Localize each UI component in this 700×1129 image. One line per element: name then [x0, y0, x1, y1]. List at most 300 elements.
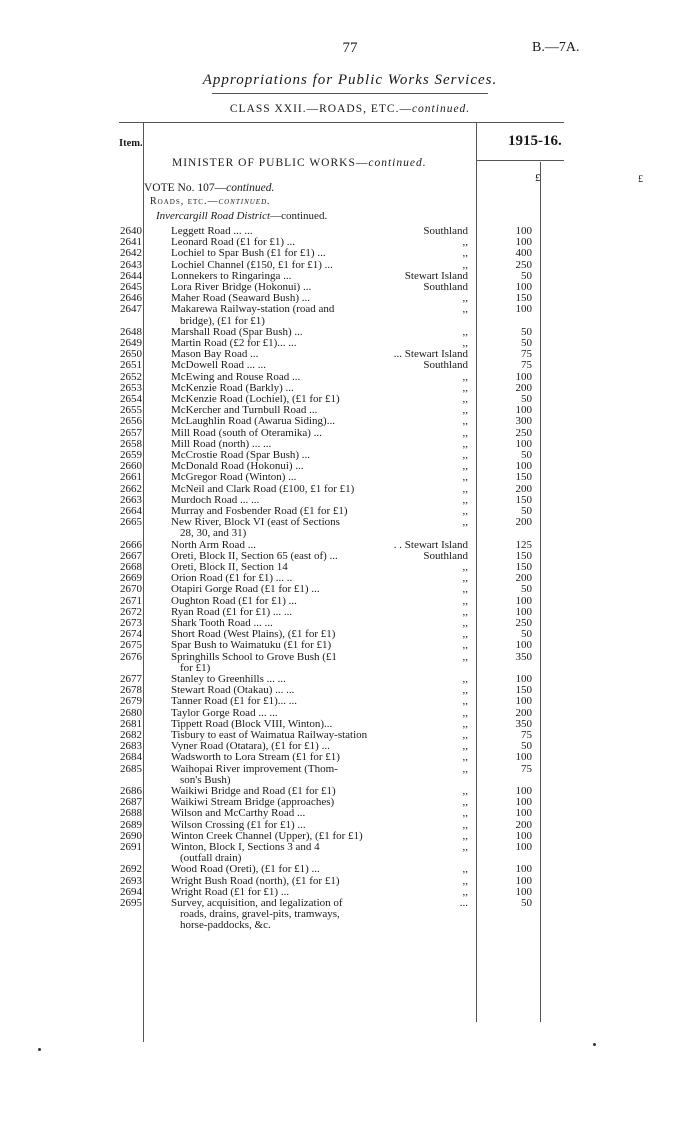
item-amount: 100: [515, 807, 532, 820]
item-amount: 150: [515, 561, 532, 573]
item-description-continuation: [0, 527, 700, 539]
page-speck-right: [593, 1043, 596, 1046]
item-amount: 400: [515, 247, 532, 260]
item-location: ,,: [462, 572, 468, 585]
item-location: ,,: [462, 381, 468, 394]
table-row: [0, 281, 700, 293]
item-number: 2663: [120, 493, 142, 506]
item-number: 2680: [120, 706, 142, 719]
item-amount: 100: [515, 796, 532, 809]
table-row: [0, 785, 700, 797]
item-amount: 50: [521, 337, 532, 349]
item-number: 2674: [120, 628, 142, 641]
item-description: Waihopai River improvement (Thom-: [171, 762, 338, 775]
table-row: [0, 483, 700, 495]
item-description-continuation: [0, 662, 700, 674]
item-description: Leggett Road ... ...: [171, 225, 253, 237]
item-number: 2684: [120, 751, 142, 764]
item-description-continuation: [0, 315, 700, 327]
table-row: [0, 628, 700, 640]
item-location: ,,: [462, 796, 468, 809]
item-description: Tanner Road (£1 for £1)... ...: [171, 695, 298, 708]
table-row: [0, 359, 700, 371]
item-number: 2660: [120, 460, 142, 473]
year-header-rule: [476, 160, 564, 161]
table-row: [0, 303, 700, 315]
item-location: ,,: [462, 863, 468, 876]
item-amount: 150: [515, 549, 532, 562]
item-number: 2653: [120, 381, 142, 394]
table-row: [0, 382, 700, 394]
item-number: 2687: [120, 796, 142, 809]
item-number: 2668: [120, 561, 142, 573]
item-amount: 100: [515, 673, 532, 685]
item-amount: 50: [521, 505, 532, 517]
item-amount: 50: [521, 583, 532, 596]
item-amount: 150: [515, 292, 532, 305]
item-location: ,,: [462, 516, 468, 529]
item-location: ,,: [462, 807, 468, 820]
item-number: 2666: [120, 538, 142, 551]
item-number: 2650: [120, 348, 142, 361]
table-row: [0, 292, 700, 304]
item-location: ,,: [462, 337, 468, 349]
year-column-header: 1915-16.: [508, 133, 562, 149]
item-location: ,,: [462, 684, 468, 697]
item-location: ,,: [462, 729, 468, 741]
item-number: 2656: [120, 415, 142, 428]
item-description: Survey, acquisition, and legalization of: [171, 897, 343, 909]
table-row: [0, 595, 700, 607]
item-number: 2661: [120, 471, 142, 484]
item-amount: 100: [515, 751, 532, 764]
currency-symbol-1: £: [535, 172, 541, 184]
item-number: 2648: [120, 325, 142, 338]
item-amount: 200: [515, 572, 532, 585]
item-amount: 200: [515, 482, 532, 495]
item-description: McKenzie Road (Barkly) ...: [171, 381, 294, 394]
item-description: Mill Road (north) ... ...: [171, 437, 272, 450]
item-amount: 50: [521, 449, 532, 461]
item-location: ,,: [462, 493, 468, 506]
item-number: 2675: [120, 639, 142, 652]
item-amount: 75: [521, 762, 532, 775]
page-title: Appropriations for Public Works Services.: [202, 72, 498, 88]
item-amount: 250: [515, 258, 532, 271]
item-location: ,,: [462, 885, 468, 898]
currency-symbol-2: £: [638, 174, 643, 185]
item-location: ,,: [462, 370, 468, 383]
item-location: ,,: [462, 303, 468, 316]
item-number: 2673: [120, 617, 142, 629]
item-number: 2690: [120, 829, 142, 842]
item-amount: 100: [515, 437, 532, 450]
item-location: ,,: [462, 437, 468, 450]
table-row: [0, 807, 700, 819]
item-location: ,,: [462, 695, 468, 708]
item-amount: 75: [521, 359, 532, 372]
table-row: [0, 886, 700, 898]
table-row: [0, 819, 700, 831]
item-number: 2678: [120, 684, 142, 697]
item-number: 2662: [120, 482, 142, 495]
item-amount: 100: [515, 841, 532, 853]
item-description: Maher Road (Seaward Bush) ...: [171, 292, 310, 305]
table-row: [0, 830, 700, 842]
item-amount: 100: [515, 874, 532, 887]
item-description: Oreti, Block II, Section 14: [171, 561, 288, 573]
item-location: ,,: [462, 594, 468, 607]
item-number: 2664: [120, 505, 142, 517]
item-number: 2681: [120, 717, 142, 730]
item-amount: 100: [515, 236, 532, 249]
item-number: 2692: [120, 863, 142, 876]
item-number: 2649: [120, 337, 142, 349]
item-description: Lora River Bridge (Hokonui) ...: [171, 281, 312, 293]
continuation-text: for £1): [180, 661, 211, 674]
table-row: [0, 841, 700, 853]
item-number: 2659: [120, 449, 142, 461]
item-location: . . Stewart Island: [393, 538, 468, 551]
table-row: [0, 415, 700, 427]
item-number: 2694: [120, 885, 142, 898]
table-row: [0, 718, 700, 730]
item-number: 2642: [120, 247, 142, 260]
item-description: Murdoch Road ... ...: [171, 493, 260, 506]
table-row: [0, 875, 700, 887]
vote-heading: VOTE No. 107—continued.: [144, 182, 275, 194]
header-top-rule: [119, 122, 564, 123]
item-amount: 100: [515, 885, 532, 898]
table-row: [0, 393, 700, 405]
item-number: 2645: [120, 281, 142, 293]
continuation-text: 28, 30, and 31): [180, 527, 247, 540]
item-location: ,,: [462, 393, 468, 405]
item-location: ,,: [462, 639, 468, 652]
item-description: North Arm Road ...: [171, 538, 256, 551]
table-row: [0, 796, 700, 808]
item-location: ,,: [462, 471, 468, 484]
item-amount: 350: [515, 650, 532, 663]
item-description: Lochiel Channel (£150, £1 for £1) ...: [171, 258, 333, 271]
item-number: 2657: [120, 426, 142, 439]
item-number: 2669: [120, 572, 142, 585]
item-location: ,,: [462, 258, 468, 271]
item-location: Southland: [423, 225, 468, 237]
table-row: [0, 505, 700, 517]
table-row: [0, 539, 700, 551]
item-amount: 50: [521, 740, 532, 753]
item-location: Southland: [423, 281, 468, 293]
item-location: ,,: [462, 829, 468, 842]
item-amount: 100: [515, 785, 532, 797]
item-description: McDowell Road ... ...: [171, 359, 267, 372]
item-number: 2651: [120, 359, 142, 372]
item-description: Murray and Fosbender Road (£1 for £1): [171, 505, 348, 517]
table-row: [0, 897, 700, 909]
continuation-text: bridge), (£1 for £1): [180, 314, 265, 327]
item-description: Short Road (West Plains), (£1 for £1): [171, 628, 336, 641]
item-amount: 100: [515, 225, 532, 237]
item-number: 2658: [120, 437, 142, 450]
item-amount: 350: [515, 717, 532, 730]
item-amount: 50: [521, 269, 532, 282]
item-amount: 100: [515, 370, 532, 383]
item-description: Mill Road (south of Oteramika) ...: [171, 426, 322, 439]
item-number: 2667: [120, 549, 142, 562]
item-location: ,,: [462, 247, 468, 260]
item-description: Oreti, Block II, Section 65 (east of) ...: [171, 549, 338, 562]
item-location: ,,: [462, 841, 468, 853]
item-number: 2676: [120, 650, 142, 663]
item-description: Lonnekers to Ringaringa ...: [171, 269, 292, 282]
item-amount: 300: [515, 415, 532, 428]
item-column-header: Item.: [119, 138, 143, 149]
item-description-continuation: [0, 919, 700, 931]
table-row: [0, 751, 700, 763]
class-subtitle: CLASS XXII.—ROADS, ETC.—continued.: [229, 103, 471, 115]
table-row: [0, 494, 700, 506]
table-row: [0, 707, 700, 719]
item-number: 2646: [120, 292, 142, 305]
table-row: [0, 763, 700, 775]
item-description: Tisbury to east of Waimatua Railway-station: [171, 729, 368, 741]
table-row: [0, 337, 700, 349]
item-location: ,,: [462, 650, 468, 663]
item-number: 2672: [120, 605, 142, 618]
item-description: McEwing and Rouse Road ...: [171, 370, 301, 383]
item-location: ,,: [462, 482, 468, 495]
item-description: Ryan Road (£1 for £1) ... ...: [171, 605, 293, 618]
item-location: Southland: [423, 549, 468, 562]
table-row: [0, 427, 700, 439]
item-amount: 150: [515, 493, 532, 506]
item-location: Stewart Island: [404, 269, 468, 282]
item-description: Springhills School to Grove Bush (£1: [171, 650, 337, 663]
item-description: Waikiwi Bridge and Road (£1 for £1): [171, 785, 336, 797]
table-row: [0, 740, 700, 752]
item-location: ,,: [462, 628, 468, 641]
item-amount: 200: [515, 818, 532, 831]
table-row: [0, 673, 700, 685]
item-location: ,,: [462, 717, 468, 730]
item-amount: 75: [521, 729, 532, 741]
item-description: Waikiwi Stream Bridge (approaches): [171, 796, 335, 809]
item-description: Makarewa Railway-station (road and: [171, 303, 335, 316]
item-description: Stanley to Greenhills ... ...: [171, 673, 286, 685]
table-row: [0, 460, 700, 472]
table-row: [0, 225, 700, 237]
section-heading-minister: MINISTER OF PUBLIC WORKS—continued.: [172, 157, 427, 169]
table-row: [0, 606, 700, 618]
item-location: ,,: [462, 460, 468, 473]
item-number: 2695: [120, 897, 142, 909]
item-description: Wright Bush Road (north), (£1 for £1): [171, 874, 340, 887]
page-number: 77: [342, 40, 358, 56]
item-description-continuation: [0, 908, 700, 920]
item-description: McNeil and Clark Road (£100, £1 for £1): [171, 482, 355, 495]
item-description: Winton, Block I, Sections 3 and 4: [171, 841, 320, 853]
item-number: 2693: [120, 874, 142, 887]
item-amount: 100: [515, 639, 532, 652]
continuation-text: roads, drains, gravel-pits, tramways,: [180, 908, 340, 921]
title-rule: [212, 93, 488, 94]
item-description: McGregor Road (Winton) ...: [171, 471, 297, 484]
item-number: 2685: [120, 762, 142, 775]
item-amount: 75: [521, 348, 532, 361]
table-row: [0, 684, 700, 696]
item-amount: 50: [521, 393, 532, 405]
item-description: Wilson and McCarthy Road ...: [171, 807, 306, 820]
item-location: ,,: [462, 415, 468, 428]
page-speck-left: [38, 1048, 41, 1051]
item-number: 2643: [120, 258, 142, 271]
item-amount: 100: [515, 695, 532, 708]
item-description: Wadsworth to Lora Stream (£1 for £1): [171, 751, 340, 764]
item-amount: 250: [515, 426, 532, 439]
table-row: [0, 639, 700, 651]
table-row: [0, 561, 700, 573]
item-amount: 200: [515, 381, 532, 394]
item-amount: 100: [515, 863, 532, 876]
item-amount: 50: [521, 897, 532, 909]
continuation-text: (outfall drain): [180, 852, 242, 865]
item-number: 2689: [120, 818, 142, 831]
item-number: 2686: [120, 785, 142, 797]
item-location: ,,: [462, 617, 468, 629]
table-row: [0, 270, 700, 282]
item-description: Lochiel to Spar Bush (£1 for £1) ...: [171, 247, 326, 260]
continuation-text: son's Bush): [180, 773, 231, 786]
item-number: 2641: [120, 236, 142, 249]
item-description: Marshall Road (Spar Bush) ...: [171, 325, 303, 338]
item-description: Otapiri Gorge Road (£1 for £1) ...: [171, 583, 320, 596]
item-location: ,,: [462, 874, 468, 887]
item-description: McKercher and Turnbull Road ...: [171, 404, 318, 417]
table-row: [0, 863, 700, 875]
item-amount: 150: [515, 471, 532, 484]
item-number: 2654: [120, 393, 142, 405]
item-location: ... Stewart Island: [393, 348, 468, 361]
item-location: ,,: [462, 505, 468, 517]
item-description: Winton Creek Channel (Upper), (£1 for £1): [171, 829, 363, 842]
item-number: 2679: [120, 695, 142, 708]
item-description: Spar Bush to Waimatuku (£1 for £1): [171, 639, 332, 652]
item-number: 2671: [120, 594, 142, 607]
item-description: Orion Road (£1 for £1) ... ..: [171, 572, 293, 585]
table-row: [0, 404, 700, 416]
district-heading: Invercargill Road District—continued.: [156, 210, 328, 222]
item-description: Stewart Road (Otakau) ... ...: [171, 684, 295, 697]
item-description: Wilson Crossing (£1 for £1) ...: [171, 818, 306, 831]
item-location: ,,: [462, 449, 468, 461]
item-location: ,,: [462, 673, 468, 685]
table-row: [0, 247, 700, 259]
item-number: 2655: [120, 404, 142, 417]
table-row: [0, 348, 700, 360]
table-row: [0, 572, 700, 584]
item-location: ,,: [462, 762, 468, 775]
roads-heading: Roads, etc.—continued.: [150, 196, 271, 207]
item-description: McCrostie Road (Spar Bush) ...: [171, 449, 311, 461]
item-description: Wright Road (£1 for £1) ...: [171, 885, 290, 898]
item-location: ,,: [462, 605, 468, 618]
item-location: ,,: [462, 751, 468, 764]
item-number: 2691: [120, 841, 142, 853]
item-amount: 100: [515, 404, 532, 417]
item-amount: 100: [515, 281, 532, 293]
item-location: ,,: [462, 785, 468, 797]
table-row: [0, 550, 700, 562]
item-number: 2652: [120, 370, 142, 383]
item-amount: 150: [515, 684, 532, 697]
item-number: 2665: [120, 516, 142, 529]
item-amount: 250: [515, 617, 532, 629]
item-description-continuation: [0, 774, 700, 786]
item-location: ,,: [462, 561, 468, 573]
table-row: [0, 449, 700, 461]
item-number: 2644: [120, 269, 142, 282]
item-location: ,,: [462, 426, 468, 439]
item-amount: 50: [521, 325, 532, 338]
item-number: 2682: [120, 729, 142, 741]
item-location: ,,: [462, 404, 468, 417]
item-location: ,,: [462, 706, 468, 719]
item-amount: 100: [515, 303, 532, 316]
item-number: 2683: [120, 740, 142, 753]
item-number: 2670: [120, 583, 142, 596]
item-amount: 100: [515, 460, 532, 473]
table-row: [0, 651, 700, 663]
item-description: McLaughlin Road (Awarua Siding)...: [171, 415, 335, 428]
item-location: ,,: [462, 325, 468, 338]
document-reference: B.—7A.: [532, 40, 580, 55]
table-row: [0, 371, 700, 383]
item-location: ,,: [462, 236, 468, 249]
item-description: Martin Road (£2 for £1)... ...: [171, 337, 297, 349]
item-location: ,,: [462, 740, 468, 753]
item-description: McKenzie Road (Lochiel), (£1 for £1): [171, 393, 340, 405]
table-row: [0, 471, 700, 483]
item-description: Taylor Gorge Road ... ...: [171, 706, 278, 719]
table-row: [0, 259, 700, 271]
item-description: Wood Road (Oreti), (£1 for £1) ...: [171, 863, 320, 876]
item-number: 2640: [120, 225, 142, 237]
item-number: 2677: [120, 673, 142, 685]
item-description: Shark Tooth Road ... ...: [171, 617, 273, 629]
table-row: [0, 583, 700, 595]
table-row: [0, 438, 700, 450]
item-amount: 100: [515, 594, 532, 607]
table-row: [0, 326, 700, 338]
table-row: [0, 729, 700, 741]
item-location: ...: [459, 897, 468, 909]
item-number: 2688: [120, 807, 142, 820]
item-description: Vyner Road (Otatara), (£1 for £1) ...: [171, 740, 330, 753]
item-description: Tippett Road (Block VIII, Winton)...: [171, 717, 333, 730]
table-row: [0, 236, 700, 248]
item-description: Oughton Road (£1 for £1) ...: [171, 594, 297, 607]
item-description-continuation: [0, 852, 700, 864]
item-description: McDonald Road (Hokonui) ...: [171, 460, 304, 473]
item-location: ,,: [462, 818, 468, 831]
table-row: [0, 617, 700, 629]
table-row: [0, 516, 700, 528]
item-description: Mason Bay Road ...: [171, 348, 259, 361]
item-number: 2647: [120, 303, 142, 316]
item-amount: 50: [521, 628, 532, 641]
item-location: Southland: [423, 359, 468, 372]
